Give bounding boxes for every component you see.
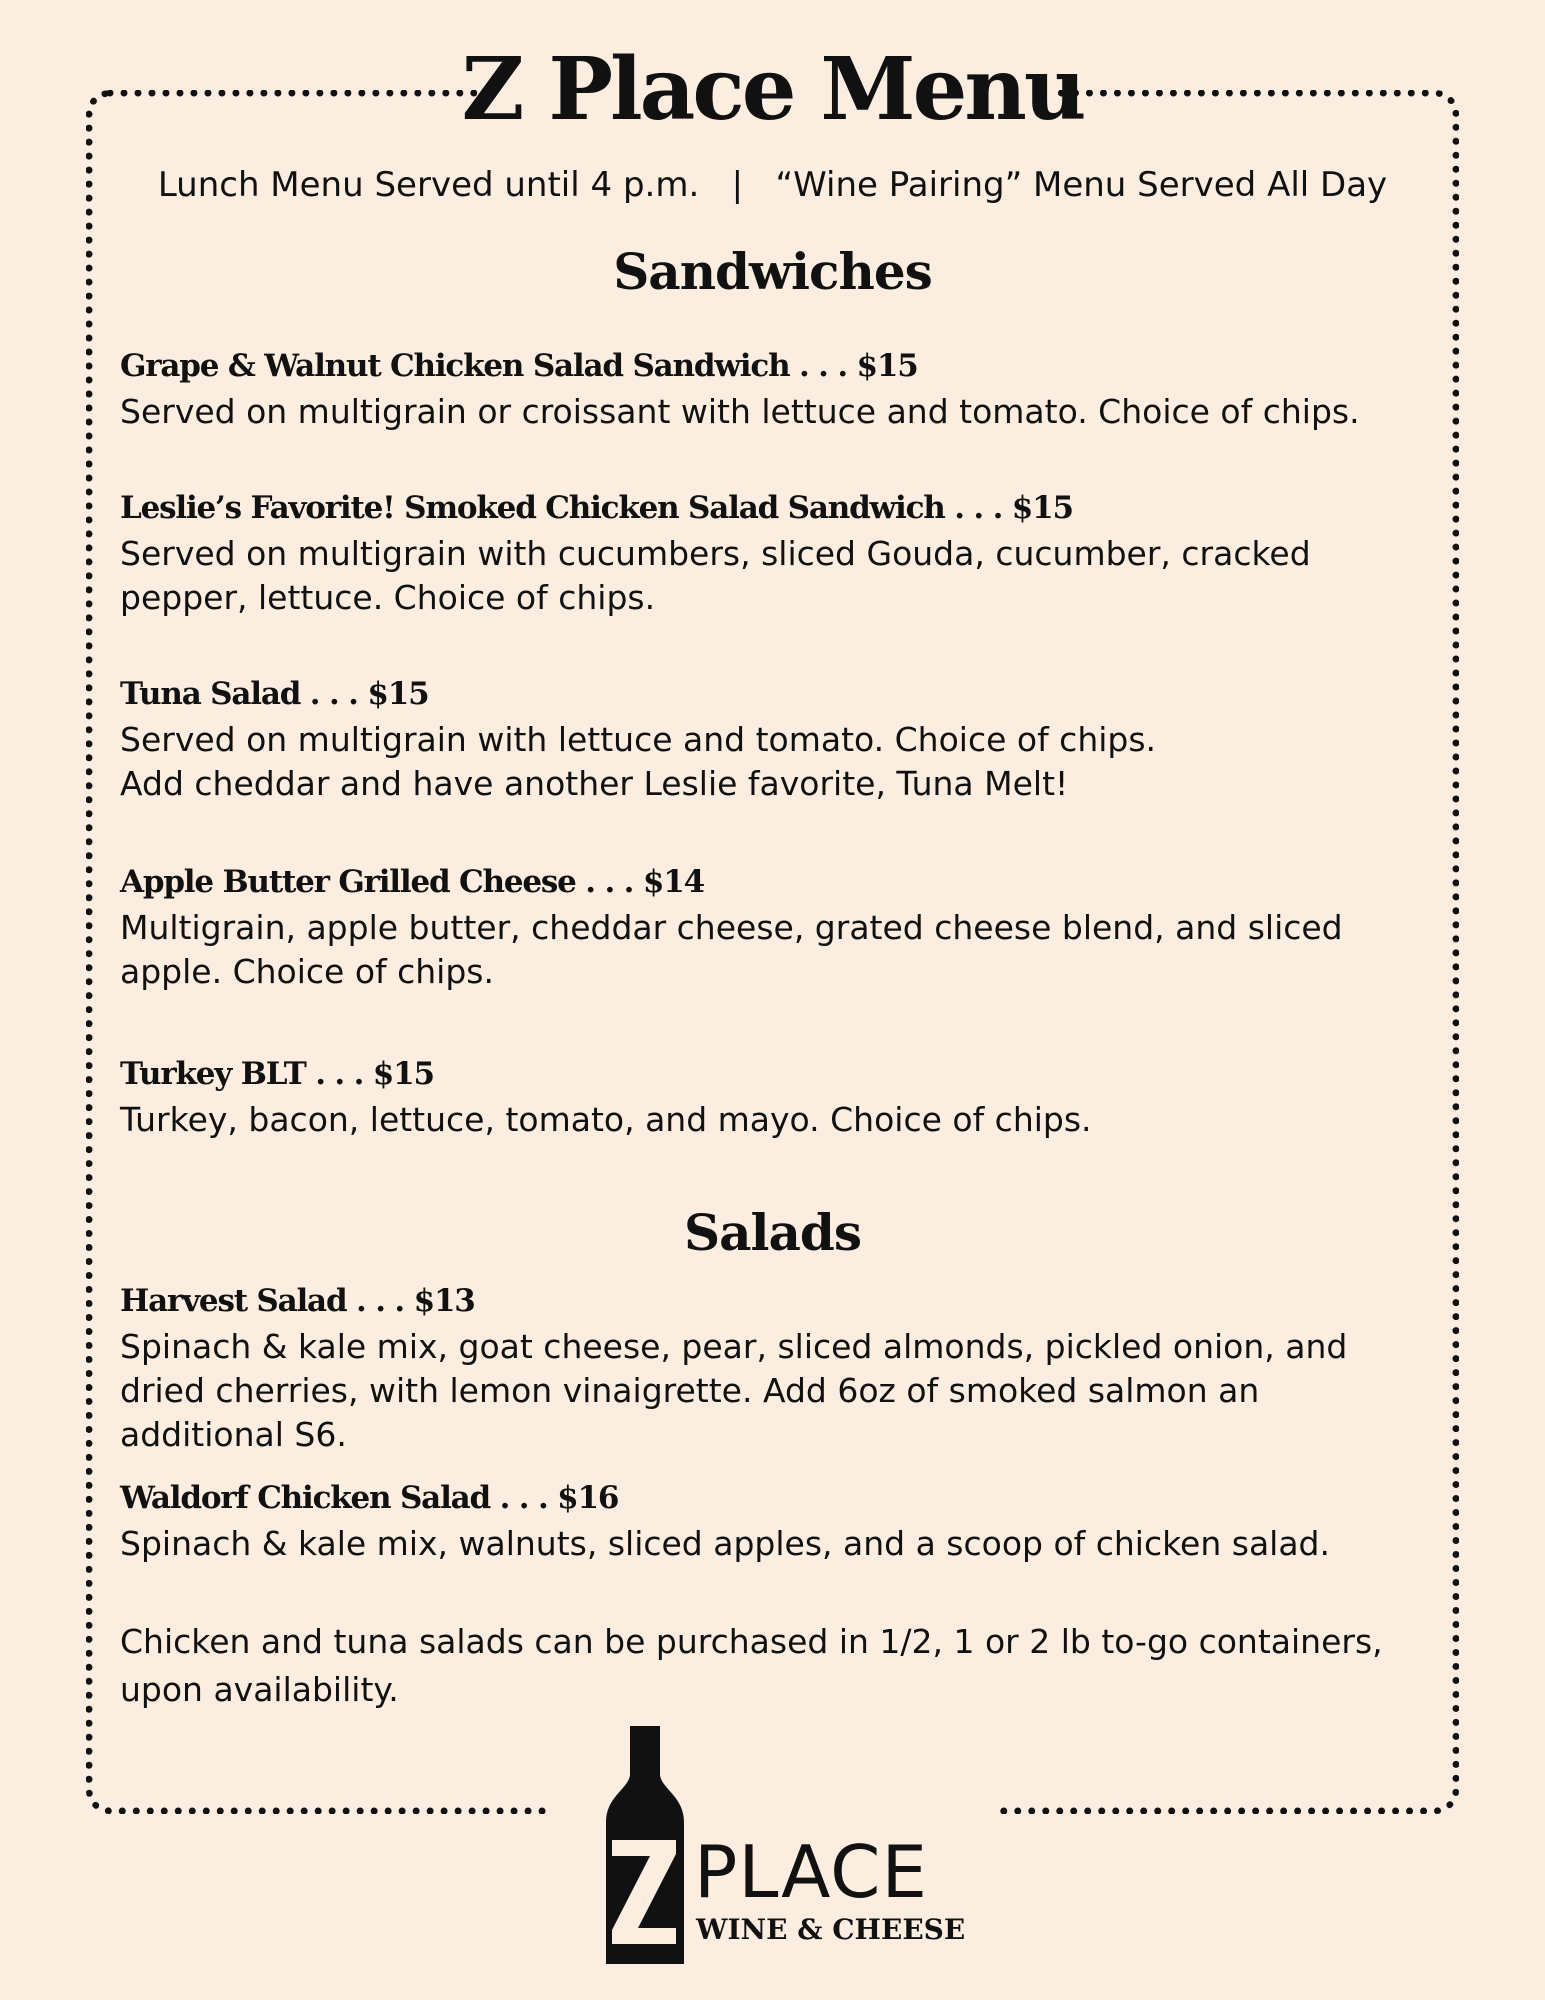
logo-tagline: WINE & CHEESE	[696, 1913, 966, 1946]
menu-item-description: Turkey, bacon, lettuce, tomato, and mayo. Choice of chips.	[120, 1100, 1092, 1139]
menu-item	[120, 486, 1430, 620]
menu-item-name: Grape & Walnut Chicken Salad Sandwich . . . $15	[120, 348, 918, 384]
menu-item	[120, 1476, 1430, 1566]
to-go-note: Chicken and tuna salads can be purchased in 1/2, 1 or 2 lb to-go containers, upon availability.	[120, 1622, 1383, 1709]
menu-item	[120, 1279, 1430, 1457]
section-heading-sandwiches: Sandwiches	[613, 242, 932, 301]
menu-item	[120, 860, 1430, 994]
z-place-logo	[600, 1722, 966, 1970]
menu-item-name: Leslie’s Favorite! Smoked Chicken Salad Sandwich . . . $15	[120, 490, 1073, 526]
menu-title: Z Place Menu	[461, 39, 1084, 140]
menu-item	[120, 672, 1430, 806]
menu-item-name: Turkey BLT . . . $15	[120, 1056, 434, 1092]
menu-item-description: Served on multigrain with lettuce and tomato. Choice of chips.	[120, 720, 1157, 759]
menu-item-name: Apple Butter Grilled Cheese . . . $14	[120, 864, 704, 900]
menu-item-description-extra: Add cheddar and have another Leslie favorite, Tuna Melt!	[120, 764, 1069, 803]
menu-item-description: Spinach & kale mix, walnuts, sliced apples, and a scoop of chicken salad.	[120, 1524, 1330, 1563]
section-heading-salads: Salads	[683, 1203, 861, 1262]
menu-item-name: Tuna Salad . . . $15	[120, 676, 429, 712]
menu-item-description: Served on multigrain or croissant with lettuce and tomato. Choice of chips.	[120, 392, 1360, 431]
menu-item	[120, 344, 1430, 434]
menu-item-description: Multigrain, apple butter, cheddar cheese, grated cheese blend, and sliced apple. Choice of chips.	[120, 908, 1343, 991]
wine-bottle-icon	[600, 1722, 700, 1970]
menu-hours-subtitle: Lunch Menu Served until 4 p.m. | “Wine Pairing” Menu Served All Day	[157, 165, 1388, 205]
logo-wordmark: PLACE	[694, 1830, 928, 1914]
menu-item-description: Served on multigrain with cucumbers, sliced Gouda, cucumber, cracked pepper, lettuce. Choice of chips.	[120, 534, 1311, 617]
logo-letter: Z	[644, 1898, 645, 1899]
menu-item-description: Spinach & kale mix, goat cheese, pear, sliced almonds, pickled onion, and dried cherries, with lemon vinaigrette. Add 6oz of smoked salmon an additional S6.	[120, 1327, 1348, 1454]
menu-item-name: Waldorf Chicken Salad . . . $16	[120, 1480, 619, 1516]
menu-item	[120, 1052, 1430, 1142]
menu-item-name: Harvest Salad . . . $13	[120, 1283, 475, 1319]
